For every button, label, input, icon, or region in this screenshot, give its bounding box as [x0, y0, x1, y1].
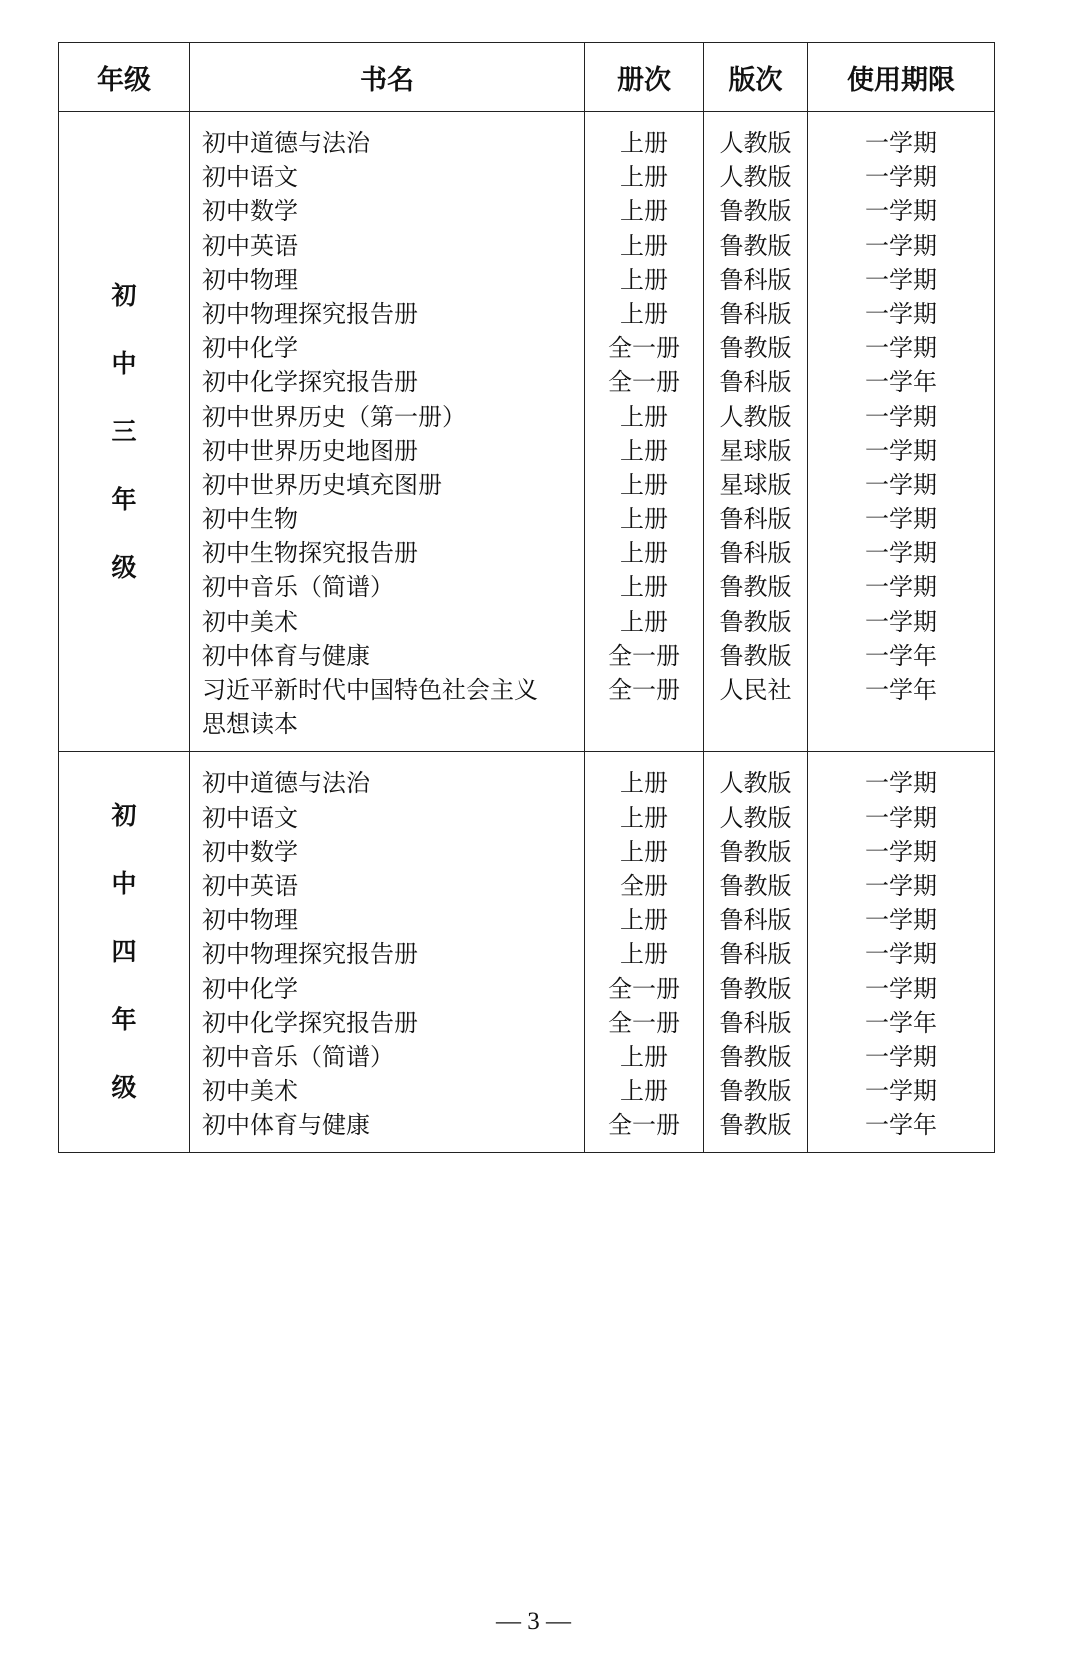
book-period: 一学期 — [865, 573, 937, 602]
book-volume: 上册 — [620, 769, 668, 798]
grade-group-row — [59, 112, 995, 752]
book-volume-column — [585, 752, 704, 1153]
book-name: 初中数学 — [202, 837, 298, 866]
book-name: 初中英语 — [202, 871, 298, 900]
book-period: 一学期 — [865, 505, 937, 534]
book-edition: 鲁教版 — [719, 334, 792, 363]
book-name-column — [190, 112, 585, 752]
header-edition: 版次 — [704, 43, 808, 112]
book-name: 习近平新时代中国特色社会主义 — [202, 676, 538, 704]
grade-char: 三 — [111, 416, 137, 446]
book-edition: 鲁科版 — [719, 539, 792, 568]
book-period: 一学期 — [865, 539, 937, 568]
book-edition: 鲁科版 — [719, 940, 792, 969]
book-volume: 上册 — [620, 607, 668, 636]
book-volume: 上册 — [620, 265, 668, 294]
book-volume: 上册 — [620, 505, 668, 534]
book-edition: 鲁科版 — [719, 505, 792, 534]
header-book-name: 书名 — [190, 43, 585, 112]
book-name: 初中美术 — [202, 1077, 298, 1106]
book-edition: 鲁教版 — [719, 641, 792, 670]
book-period: 一学期 — [865, 871, 937, 900]
book-period-column — [808, 752, 995, 1153]
book-volume: 上册 — [620, 1042, 668, 1071]
book-volume: 全一册 — [608, 1111, 680, 1140]
grade-group-row — [59, 752, 995, 1153]
grade-char: 年 — [111, 484, 137, 514]
book-name: 初中物理 — [202, 906, 298, 935]
book-period: 一学期 — [865, 334, 937, 363]
book-name: 初中物理探究报告册 — [202, 940, 418, 969]
grade-char: 中 — [111, 869, 137, 899]
book-name: 初中语文 — [202, 163, 298, 192]
grade-char: 四 — [111, 937, 137, 967]
book-period: 一学期 — [865, 607, 937, 636]
book-volume: 上册 — [620, 1077, 668, 1106]
book-name: 初中语文 — [202, 803, 298, 832]
book-edition: 人教版 — [719, 129, 792, 157]
book-period: 一学期 — [865, 940, 937, 969]
book-volume: 全册 — [620, 871, 668, 900]
book-edition: 鲁教版 — [719, 1042, 792, 1071]
book-volume: 全一册 — [608, 334, 680, 363]
book-edition: 星球版 — [719, 470, 792, 499]
book-volume: 全一册 — [608, 368, 680, 397]
header-grade: 年级 — [59, 43, 190, 112]
book-period: 一学期 — [865, 231, 937, 260]
book-period: 一学期 — [865, 197, 937, 226]
book-volume: 全一册 — [608, 641, 680, 670]
book-name-column — [190, 752, 585, 1153]
header-volume: 册次 — [585, 43, 704, 112]
book-period: 一学期 — [865, 299, 937, 328]
book-edition: 鲁教版 — [719, 231, 792, 260]
book-edition: 人民社 — [719, 676, 792, 704]
grade-char: 中 — [111, 348, 137, 378]
book-name: 初中道德与法治 — [202, 129, 370, 157]
book-volume: 上册 — [620, 573, 668, 602]
book-name: 初中化学探究报告册 — [202, 1008, 418, 1037]
book-period: 一学期 — [865, 163, 937, 192]
book-period: 一学年 — [865, 676, 937, 704]
book-period: 一学期 — [865, 129, 937, 157]
book-edition: 鲁教版 — [719, 607, 792, 636]
grade-cell — [59, 112, 190, 752]
book-edition: 鲁教版 — [719, 573, 792, 602]
book-name: 初中世界历史（第一册） — [202, 402, 466, 431]
grade-char: 级 — [111, 552, 137, 582]
book-period: 一学年 — [865, 368, 937, 397]
book-name-continuation: 思想读本 — [202, 710, 298, 739]
book-name: 初中英语 — [202, 231, 298, 260]
book-name: 初中物理 — [202, 265, 298, 294]
book-name: 初中音乐（简谱） — [202, 573, 394, 602]
book-name: 初中世界历史填充图册 — [202, 470, 442, 499]
book-volume: 上册 — [620, 539, 668, 568]
book-period: 一学期 — [865, 436, 937, 465]
book-name: 初中化学 — [202, 974, 298, 1003]
book-volume: 上册 — [620, 231, 668, 260]
book-period: 一学年 — [865, 1111, 937, 1140]
book-edition: 人教版 — [719, 163, 792, 192]
grade-cell — [59, 752, 190, 1153]
book-period-column — [808, 112, 995, 752]
book-volume: 全一册 — [608, 974, 680, 1003]
book-name: 初中世界历史地图册 — [202, 436, 418, 465]
grade-char: 年 — [111, 1005, 137, 1035]
book-edition: 鲁科版 — [719, 299, 792, 328]
book-edition: 鲁教版 — [719, 974, 792, 1003]
book-volume: 上册 — [620, 197, 668, 226]
book-name: 初中物理探究报告册 — [202, 299, 418, 328]
book-edition: 鲁教版 — [719, 197, 792, 226]
book-period: 一学期 — [865, 265, 937, 294]
book-period: 一学年 — [865, 641, 937, 670]
book-volume: 上册 — [620, 402, 668, 431]
book-name: 初中音乐（简谱） — [202, 1042, 394, 1071]
book-edition-column — [704, 112, 808, 752]
book-name: 初中化学 — [202, 334, 298, 363]
book-edition: 鲁科版 — [719, 265, 792, 294]
book-edition: 星球版 — [719, 436, 792, 465]
book-edition: 人教版 — [719, 402, 792, 431]
grade-char: 初 — [111, 801, 137, 831]
book-volume: 全一册 — [608, 676, 680, 704]
book-name: 初中体育与健康 — [202, 1111, 370, 1140]
book-name: 初中美术 — [202, 607, 298, 636]
book-volume: 上册 — [620, 470, 668, 499]
book-edition-column — [704, 752, 808, 1153]
book-period: 一学期 — [865, 803, 937, 832]
textbook-table — [58, 42, 995, 1153]
book-volume: 上册 — [620, 837, 668, 866]
book-name: 初中生物 — [202, 505, 298, 534]
book-edition: 鲁科版 — [719, 1008, 792, 1037]
book-name: 初中体育与健康 — [202, 641, 370, 670]
book-period: 一学期 — [865, 837, 937, 866]
book-period: 一学期 — [865, 402, 937, 431]
page-number: — 3 — — [496, 1608, 571, 1635]
book-name: 初中化学探究报告册 — [202, 368, 418, 397]
book-period: 一学期 — [865, 974, 937, 1003]
book-volume: 上册 — [620, 906, 668, 935]
book-volume: 上册 — [620, 940, 668, 969]
grade-char: 初 — [111, 280, 137, 310]
book-volume: 上册 — [620, 129, 668, 157]
grade-char: 级 — [111, 1073, 137, 1103]
book-period: 一学期 — [865, 769, 937, 798]
book-edition: 鲁教版 — [719, 837, 792, 866]
book-name: 初中数学 — [202, 197, 298, 226]
book-period: 一学期 — [865, 906, 937, 935]
book-period: 一学年 — [865, 1008, 937, 1037]
book-period: 一学期 — [865, 1077, 937, 1106]
book-edition: 鲁教版 — [719, 871, 792, 900]
book-name: 初中道德与法治 — [202, 769, 370, 798]
book-volume: 上册 — [620, 436, 668, 465]
header-row — [59, 43, 995, 112]
book-volume: 上册 — [620, 299, 668, 328]
book-edition: 鲁科版 — [719, 368, 792, 397]
book-period: 一学期 — [865, 1042, 937, 1071]
book-volume: 上册 — [620, 163, 668, 192]
book-edition: 鲁教版 — [719, 1111, 792, 1140]
book-edition: 人教版 — [719, 769, 792, 798]
book-period: 一学期 — [865, 470, 937, 499]
book-name: 初中生物探究报告册 — [202, 539, 418, 568]
book-edition: 鲁科版 — [719, 906, 792, 935]
header-period: 使用期限 — [808, 43, 995, 112]
book-volume: 上册 — [620, 803, 668, 832]
book-volume: 全一册 — [608, 1008, 680, 1037]
book-edition: 鲁教版 — [719, 1077, 792, 1106]
book-edition: 人教版 — [719, 803, 792, 832]
book-volume-column — [585, 112, 704, 752]
